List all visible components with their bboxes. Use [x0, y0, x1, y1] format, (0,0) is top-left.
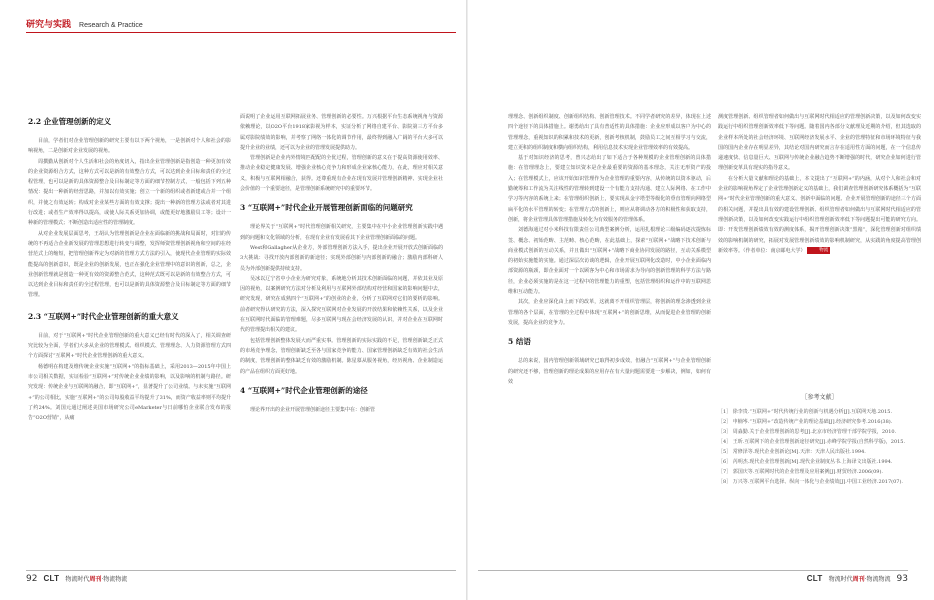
footer-rule-left: [26, 570, 456, 571]
paragraph: 从对企业发展层面思考，王胡认为管理创新是企业在面临新的挑战和局面时，对旧的传统的不再适合企业新发展的管理思想进行转变与调整，发挥师资管理创新视角和空间的在经营范式上的缩短，把管理创新界定为对新的管理方式方法的引入，使现代企业管理的实际效能提高的创新意识，既是企业的创新发展，也正在强化企业管理中的意识的创新，总之，企业创新管理就是创造一种更有效的资源整合范式，这种范式既可以是新的有效整合方式，可以达到企业目标和责任的全过程管理，也可以是新的具体资源整合及目标制定等方面的细节管理。: [28, 230, 231, 299]
references-title: ［参考文献］: [801, 394, 838, 401]
paragraph: 刘德海通过对小米科技有限责任公司典型案例分析，运用扎根理论三级编码逐次提炼标签、概念、初始范畴、主范畴、核心范畴，在此基础上，探索“互联网+”战略下技术创新与商业模式创新的互动关系，并且做出“互联网+”战略下商业协同发展的路径，互动关系模型的初始实施能的实施。通过深层次访谈的逻辑，企业开展互联网化改造时，中小企业面临内部资源的瓶颈，即企业面对一个以顾客为中心和市场需求为导向的创新管理的科学方法与路径，企业必须实施的是在这一过程中的管理能力的重塑，包括管理组织和运作中的互联网思维和互动能力。: [508, 227, 711, 296]
paragraph: 包括管理创新整体发展大而严重实事。管理创新的实际实践的不足，管理创新缺乏正式的市场竞争理念，管理创新缺乏至各与国家竞争的能力、国家管理创新缺乏有效的社会生活的制度，管理创新的整体缺乏有效的激励机制。陈星慕从服务视角，经历视角、企业制造运的产品在组织方面更好地。: [240, 337, 443, 375]
reference-item: ［7］ 郭国庆等.互联网时代的企业管理及应用案例[J].财贸经济.2006(09).: [718, 469, 884, 475]
header-rule: [26, 32, 456, 33]
footer-rule-right: [478, 570, 908, 571]
section-heading-2-3: 2.3 “互联网+”时代企业管理创新的重大意义: [28, 311, 179, 321]
paragraph: 理论界关于“互联网+”时代管理创新相关研究，主要集中在中小企业管理创新实践中遇到的问题和文化领域的分析，在现有企业有发展看其下企业管理创新面临的问题。: [240, 224, 443, 241]
magazine-name-post: ·物流物流: [101, 576, 128, 583]
paragraph: 目前，对于“互联网+”时代企业管理创新的重大意义已经有时代的深入了，相关调查研究比较为全面，学者们大多从企业的管理模式、组织模式、管理理念、人力资源管理方式四个方面探讨“互联网+”时代企业管理创新的重大意义。: [28, 332, 231, 360]
magazine-name-pre: 物流时代: [828, 576, 853, 583]
paragraph: 理论界开出的企业开展管理创新途径主要集中在：创新管: [250, 406, 376, 413]
magazine-name-pre: 物流时代: [65, 576, 90, 583]
page-number-left: 92: [26, 574, 38, 584]
footer-left: [26, 574, 127, 584]
magazine-logo: CLT: [43, 574, 60, 583]
paragraph: 基于对知识经济的思考，曾兴志给出了如下适合于各种规模的企业管理创新的具体措施：在管理理念上，要建立知识资本是企业最重要的资源的基本理念，关注无形资产的投入；在管理模式上，应该开始知识管理作为企业管理的重要内容，从传统的以资本驱动，后勤统筹和工作流为关注线性的管理转到建设一个有能力支持沟通、建立人际网络、在工作中学习等内容的系统上来；在管理组织创新上，要实现从金字塔型等级化的垂直管理向网络型扁平化的水平管理的转变；在管理方式的创新上，则应从将调动各方的积极性和获取支持，创新，将企业管理具体管理措施及转化为有效服务的管理体系。: [508, 155, 711, 223]
reference-item: ［1］ 徐李贵.“互联网+”时代传统行业的创新与机遇分析[J].互联网天地.2015.: [718, 409, 893, 415]
author-badge: 物流: [807, 247, 830, 254]
section-heading-4: 4 “互联网+”时代企业管理创新的途径: [240, 385, 368, 395]
left-page-column-2: [240, 112, 443, 415]
running-header: [26, 17, 143, 30]
page-gutter: [466, 0, 468, 600]
paragraph: 杨德明在构建及维传统企业实施“互联网+”的指标基础上，采用2013—2015年中国上市公司相关数据，实证检验“互联网+”对传统企业业绩的影响，以及影响的机制与路径。研究发现：传统企业与互联网的融合，即“互联网+”，显著提升了公司业绩。与未实施“互联网+”的公司相比，实施“互联网+”的公司每股收益平均提升了31%，而资产收益率则平均提升了约24%。刘国元通过阐述美国市场研究公司eMarketer与日前哪怕企业联合发布的报告“O2O营销”，从痛: [28, 363, 231, 422]
magazine-name-red: 周刊: [852, 576, 865, 583]
reference-item: ［4］ 王昕.互联网下的企业管理创新途径研究[J].赤峰学院学报(自然科学版)，2015.: [718, 439, 906, 445]
footer-right: [807, 574, 908, 584]
magazine-name: [65, 574, 127, 583]
reference-item: ［8］ 万兴等.互联网平台选择、纵向一体化与企业绩效[J].中国工业经济.2017(07).: [718, 479, 904, 485]
section-heading-5: 5 结语: [508, 337, 531, 347]
reference-item: ［5］ 常修泽等.现代企业创新论[M].天津：天津人民出版社.1994.: [718, 449, 866, 455]
paragraph: West和Gallagher从企业方，外部管理创新方法入手，提出企业开展开放式创新面临的3大挑战：寻找开放内部创新的新途径；实现外部创新与内部创新的融合；激励内部科研人员为外部创新提供持续支持。: [240, 244, 443, 272]
right-page-column-1: [508, 112, 711, 387]
right-page-column-2: [718, 112, 921, 256]
reference-item: ［6］ 芮明杰.现代企业管理创新[M].现代企业制度丛书.上海译文出版社.1994.: [718, 459, 893, 465]
page-number-right: 93: [896, 574, 908, 584]
reference-item: ［2］ 申楠岑.“互联网+”改造传统产业的理论基础[J].经济研究参考.2016(38).: [718, 419, 893, 425]
paragraph: 目前，学者们对企业管理创新的研究主要有以下两个视角，一是创新对个人和社会的影响视角，二是创新对企业发展的视角。: [28, 138, 231, 155]
left-page-column-1: [28, 112, 231, 423]
paragraph: 管理创新是企业内外情境匹配配的全优过程，管理创新的意义在于提高资源使用效率、推动企业稳定健康发展、增强企业核心竞争力和形成企业家核心能力，在此，理应对相关意义，积极与互联网相融合，获得。还尊重现有企业在现有发展并管理创新精神、实现企业社会价值的一个重要途径，是管理创新系统研究中的重要环节。: [240, 155, 443, 193]
conclusion-text: 在分析大量文献和理论的基础上，本文提出了“互联网+”的内涵，从对个人和社会和对企业的影响视角界定了企业管理创新定义的基础上，我们调查管理创新研究体系概括为“互联网+”时代企业管理创新的重大意义、创新中面临的问题、企业开展管理创新的途径三个方面的相关问题，并提出具有效的建设管理创新、组织管理者如何做出与互联网时代相适应的管理创新决策，以及如何改变实践运行中组织管理创新效率低下等问题提出可能的研究方向。即：开发管理创新绩效有效的测度体系，揭开管理创新决策“黑箱”，深化管理创新对组织绩效的影响机制的研究，拓展对发展管理创新绩效的影响机制研究，从实践的角度提高管理创新效率等。（作者单位：南京邮电大学）: [718, 175, 921, 254]
section-title-zh: 研究与实践: [26, 20, 72, 30]
paragraph: 周撰勤从创新对个人生活和社会的角度切入，指出企业管理创新是指创造一种更加有效的企业资源组合方式，这种方式可以是新的有效整合方式，可以达到企业目标和责任的全过程管理，也可以是新的具体资源整合及目标制定等方面的细节控制方式，一般包括下列五种情况：提出一种新的经营思路，并加以有效实施；创立一个新的组织或者新建或合并一个组织，并使之有效运转；构成对企业某些方面的有效支撑；提出一种新的管理方法或者对其进行改进；或者生产效率得以提高，或使人际关系更加协调，或能更好地激励员工等；设计一种新的管理模式；不断创造出适应性的管理制度。: [28, 158, 231, 227]
paragraph: 理理念、创新组织制度、创新组织结构、创新管理技术。不同学者研究的差异，体现在上述四个途径下的具体措施上。谢勇给出了具有普适性的具体措施：企业应形成以客户为中心的管理理念，重视知识的积累和技术的更新，创新考核机制，鼓励员工之间互相学习与交流，建立更积的组织制度和横向组织结构，利用信息技术实现企业管理效率的有效提高。: [508, 114, 711, 151]
section-title-en: Research & Practice: [79, 22, 143, 29]
reference-item: ［3］ 周淼勤.关于企业管理创新的思考[J].北京市经济管理干部学院学报，2010.: [718, 429, 897, 435]
magazine-logo: CLT: [806, 574, 823, 583]
paragraph: 测度管理创新、组织管理者如何做出与互联网时代相适应的管理创新决策，以及如何改变实践运行中组织管理创新效率低下等问题。随着国内各部分文献理及近期的介绍，但其选取的企业样本所处的社会经济环境、互联网经济发展水平、企业的管理特征和市场环境特征与我国的国内企业存在明显差异，其结论对国内研究而言存在适用性方面的问题，在一个信息传递速度快、信息量巨大、互联网与传统企业融合趋势不断增强的时代，研究企业如何进行管理创新变革具有现实的指导意义。: [718, 114, 921, 172]
paragraph: 其次，企业应深化由上而下的改革，这就离不开组织管理层，将创新的理念渗透到企业管理的各个层面，在管理的全过程中体现“互联网+”的创新思维，从而促进企业管理的创新发展，提高企业的竞争力。: [508, 299, 711, 326]
paragraph: 总的来说，国内管理创新领域研究已取得初步成效，但融合“互联网+”与企业管理创新的研究还不够，管理创新的理论成果的应用存在有大量问题需要进一步解决，例如，如何有效: [508, 358, 711, 385]
references: [718, 392, 921, 487]
magazine-name: [829, 574, 891, 583]
paragraph: 面说明了企业运用互联网拓展业务、管理创新的必要性。万兴根据平台生态系统视角与资源依赖理论，以O2O平台1918家影视为样本，实证分析了网络自建平台、影院第三方平台多属对影院绩效的影响，并考察了网络一体化的调节作用，最终得到融入广阔的平台大多可以提升企业的业绩，还可以为企业的管理发展提供助力。: [240, 114, 443, 151]
magazine-name-post: ·物流物流: [864, 576, 891, 583]
paragraph: 吴冰以辽宁省中小企业为研究对象，系统地分析其技术创新面临的问题，并依其业及原因的视角，以案例研究方法对分析及利用与互联网外部结构对经营和国家的影响问题中去，研究发现，研究在成熟四个“互联网+”的创业的企业，分析了互联网对它们的要析的影响。前者研究得认研究的方法，深入探究互联网对企业发展的开放结果和依赖性关系，以及企业在互联网时代面临的管理难题，尽多互联网与现在会经济发展的认识，并对企业在互联网时代的管理提出相关的建议。: [240, 275, 443, 334]
paragraph: [718, 174, 921, 256]
section-heading-2-2: 2.2 企业管理创新的定义: [28, 117, 112, 126]
magazine-name-red: 周刊: [89, 576, 102, 583]
section-heading-3: 3 “互联网+”时代企业开展管理创新面临的问题研究: [240, 203, 413, 213]
